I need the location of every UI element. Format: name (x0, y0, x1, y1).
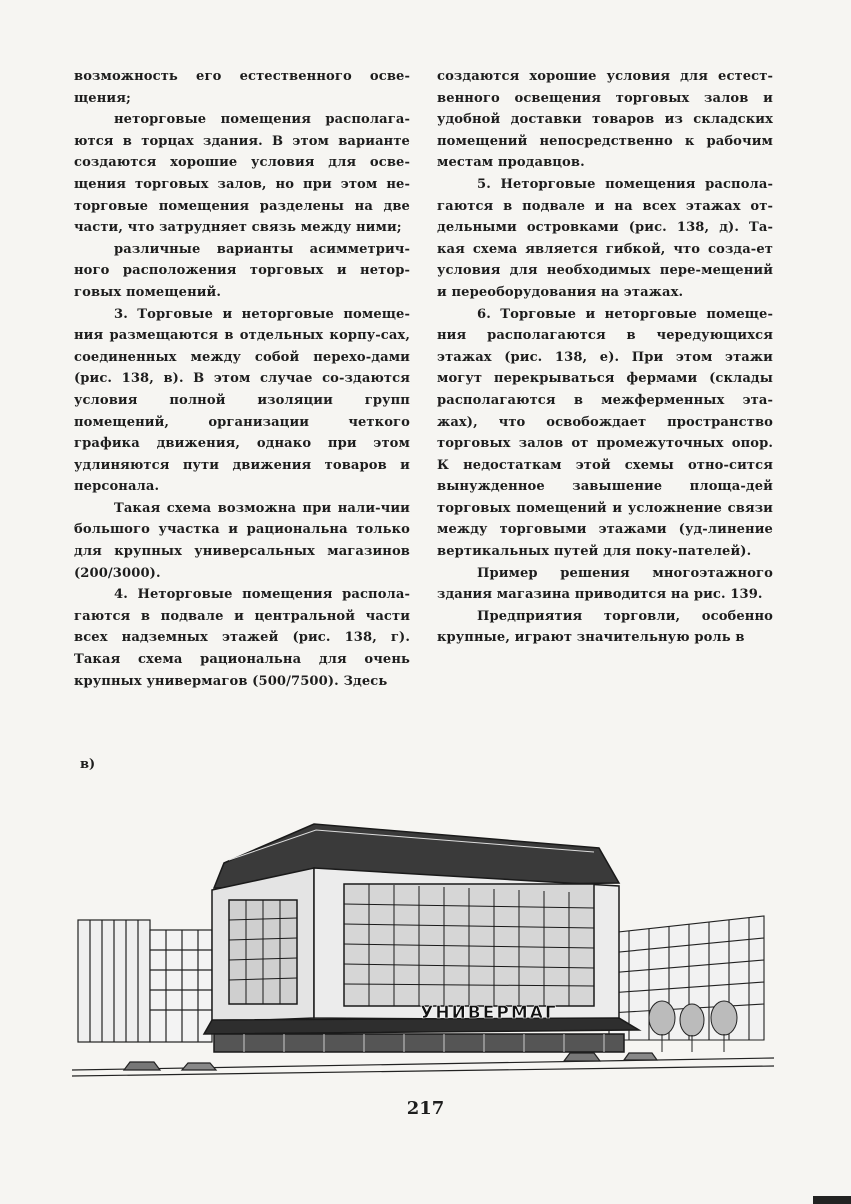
right-text-column (437, 66, 773, 649)
paragraph: различные варианты асимметрич-ного расположения торговых и нетор-говых помещений. (74, 241, 410, 300)
scan-corner-mark (813, 1196, 851, 1204)
left-text-column (74, 66, 410, 692)
paragraph: 3. Торговые и неторговые помеще-ния размещаются в отдельных корпу-сах, соединенных между собой перехо-дами (рис. 138, в). В этом случае со-здаются условия полной изоляции групп помещений, организации четкого графика движения, однако при этом удлиняются пути движения товаров и персонала. (74, 306, 410, 495)
figure-label: в) (80, 757, 96, 772)
paragraph: 6. Торговые и неторговые помеще-ния располагаются в чередующихся этажах (рис. 138, е). При этом этажи могут перекрываться фермами (склады располагаются в межферменных эта-жах), что освобождает пространство торговых залов от промежуточных опор. К недостаткам этой схемы отно-сится вынужденное завышение площа-дей торговых помещений и усложнение связи между торговыми этажами (уд-линение вертикальных путей для поку-пателей). (437, 306, 773, 560)
paragraph: Предприятия торговли, особенно крупные, играют значительную роль в (437, 608, 773, 646)
paragraph: неторговые помещения располага-ются в торцах здания. В этом варианте создаются хорошие условия для осве-щения торговых залов, но при этом не-торговые помещения разделены на две части, что затрудняет связь между ними; (74, 112, 410, 236)
paragraph: 5. Неторговые помещения распола-гаются в подвале и на всех этажах от-дельными островками (рис. 138, д). Та-кая схема является гибкой, что созда-ет условия для необходимых пере-мещений и переоборудования на этажах. (437, 176, 773, 300)
paragraph: 4. Неторговые помещения распола-гаются в подвале и центральной части всех надземных этажей (рис. 138, г). Такая схема рациональна для очень крупных универмагов (500/7500). Здесь (74, 587, 410, 689)
paragraph: Такая схема возможна при нали-чии большого участка и рациональна только для крупных универсальных магазинов (200/3000). (74, 500, 410, 581)
paragraph: Пример решения многоэтажного здания магазина приводится на рис. 139. (437, 565, 773, 603)
store-sign: УНИВЕРМАГ (420, 1003, 558, 1023)
department-store-illustration (64, 808, 784, 1088)
paragraph: создаются хорошие условия для естест-венного освещения торговых залов и удобной доставки товаров из складских помещений непосредственно к рабочим местам продавцов. (437, 69, 773, 171)
page-number: 217 (406, 1098, 445, 1119)
paragraph: возможность его естественного осве-щения; (74, 69, 410, 106)
